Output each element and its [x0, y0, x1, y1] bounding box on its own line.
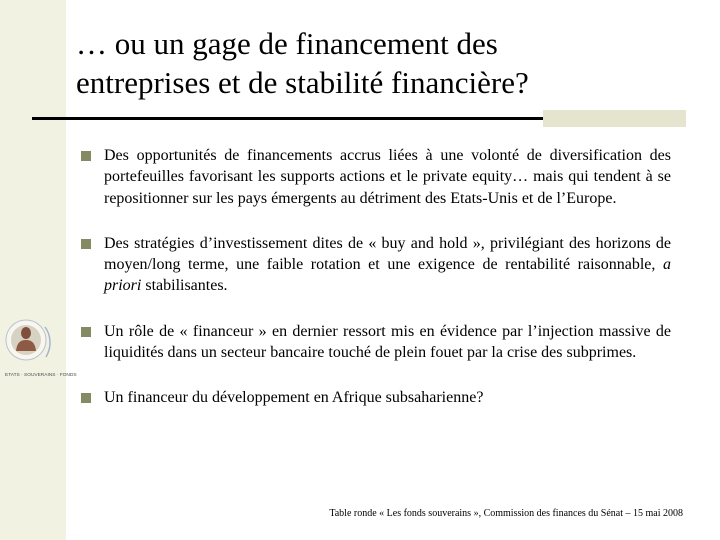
- square-bullet-icon: [81, 239, 91, 249]
- square-bullet-icon: [81, 327, 91, 337]
- title-underline-dark: [32, 117, 546, 120]
- left-decorative-band: [0, 0, 66, 540]
- square-bullet-icon: [81, 393, 91, 403]
- bullet-text-3: Un rôle de « financeur » en dernier ressort mis en évidence par l’injection massive de liquidités dans un secteur bancaire touché de plein fouet par la crise des subprimes.: [104, 322, 671, 362]
- slide-title: [76, 24, 706, 102]
- bullet-item-1: [81, 145, 671, 209]
- bullet-text-4: Un financeur du développement en Afrique subsaharienne?: [104, 389, 484, 407]
- bullet-text-2: Des stratégies d’investissement dites de « buy and hold », privilégiant des horizons de moyen/long terme, une faible rotation et une exigence de rentabilité raisonnable,: [104, 234, 671, 274]
- bullet-text-2-emphasis: a priori: [104, 256, 671, 295]
- bullet-list: [81, 145, 671, 409]
- bullet-text-1: Des opportunités de financements accrus liées à une volonté de diversification des portefeuilles favorisant les supports actions et le private equity… mais qui tendent à se repositionner sur les pays émergents au détriment des Etats-Unis et de l’Europe.: [104, 147, 671, 207]
- logo-head: [21, 327, 31, 339]
- title-line-2: entreprises et de stabilité financière?: [76, 65, 529, 100]
- bullet-item-3: [81, 321, 671, 364]
- slide-footer: Table ronde « Les fonds souverains », Commission des finances du Sénat – 15 mai 2008: [329, 508, 683, 519]
- square-bullet-icon: [81, 151, 91, 161]
- senate-logo-icon: [5, 315, 77, 381]
- title-underline-light: [543, 110, 686, 127]
- title-line-1: … ou un gage de financement des: [76, 26, 498, 61]
- bullet-item-4: [81, 387, 671, 408]
- bullet-item-2: [81, 233, 671, 297]
- bullet-text-2-end: stabilisantes.: [141, 277, 228, 295]
- logo-caption: ETATS · SOUVERAINS · FONDS: [5, 373, 77, 378]
